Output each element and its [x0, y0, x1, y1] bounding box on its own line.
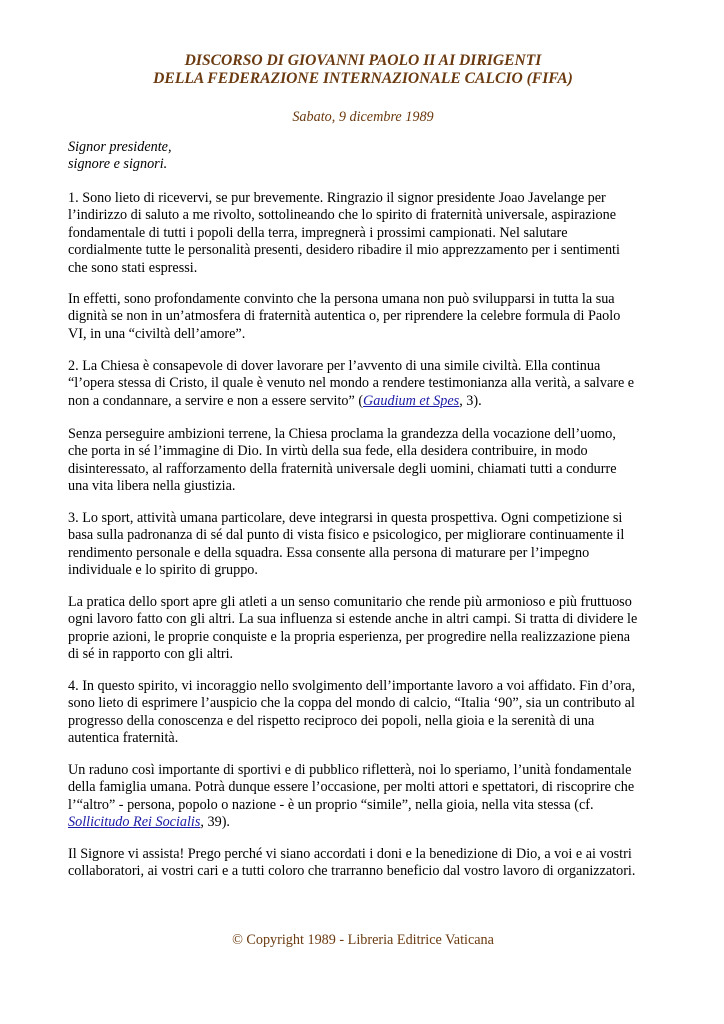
paragraph-line: progresso della conoscenza e del rispetto reciproco dei popoli, nella gioia e la serenità di una [68, 712, 595, 729]
paragraph-line: basa sulla padronanza di sé dal punto di vista fisico e psicologico, per migliorare continuamente il [68, 527, 625, 544]
paragraph-line: della famiglia umana. Potrà dunque essere l’occasione, per molti attori e spettatori, di riscoprire che [68, 779, 635, 796]
paragraph-5 [68, 510, 662, 580]
paragraph-7 [68, 678, 662, 748]
paragraph-line: l’indirizzo di saluto a me rivolto, sottolineando che lo spirito di fraternità universale, aspirazione [68, 207, 617, 224]
paragraph-line: 2. La Chiesa è consapevole di dover lavorare per l’avvento di una simile civiltà. Ella continua [68, 358, 601, 374]
paragraph-line: autentica fraternità. [68, 730, 179, 747]
paragraph-line: di sé in rapporto con gli altri. [68, 646, 234, 663]
paragraph-text: , 3). [459, 392, 482, 409]
paragraph-line: collaboratori, ai vostri cari e a tutti coloro che trarranno beneficio dal vostro lavoro di organizzatori. [68, 863, 636, 880]
gaudium-et-spes-link[interactable]: Gaudium et Spes [363, 392, 460, 409]
document-title [68, 52, 658, 88]
sollicitudo-rei-socialis-link[interactable]: Sollicitudo Rei Socialis [68, 814, 201, 831]
paragraph-line: che sono stati espressi. [68, 259, 198, 276]
paragraph-line: una vita libera nella giustizia. [68, 478, 236, 495]
paragraph-line: fondamentale di tutti i popoli della terra, impregnerà i prossimi campionati. Nel salutare [68, 224, 568, 241]
paragraph-line: l’“altro” - persona, popolo o nazione - è un proprio “simile”, nella gioia, nella vita stessa (cf. [68, 796, 594, 813]
paragraph-4 [68, 426, 662, 496]
document-date: Sabato, 9 dicembre 1989 [292, 109, 434, 125]
paragraph-line: “l’opera stessa di Cristo, il quale è venuto nel mondo a rendere testimonianza alla verità, a salvare e [68, 375, 635, 392]
paragraph-line: sono lieto di esprimere l’auspicio che la coppa del mondo di calcio, “Italia ‘90”, sia un contributo al [68, 695, 635, 712]
paragraph-line: Senza perseguire ambizioni terrene, la Chiesa proclama la grandezza della vocazione dell’uomo, [68, 426, 616, 442]
paragraph-6 [68, 594, 662, 664]
paragraph-line: 1. Sono lieto di ricevervi, se pur brevemente. Ringrazio il signor presidente Joao Javelange per [68, 190, 606, 206]
paragraph-line: ogni lavoro fatto con gli altri. La sua influenza si estende anche in altri campi. Si tratta di dividere le [68, 611, 638, 628]
salutation-line-2: signore e signori. [68, 156, 168, 173]
paragraph-line: VI, in una “civiltà dell’amore”. [68, 325, 246, 342]
title-line-2: DELLA FEDERAZIONE INTERNAZIONALE CALCIO (FIFA) [153, 70, 573, 87]
salutation [68, 139, 172, 174]
paragraph-line: che porta in sé l’immagine di Dio. In virtù della sua fede, ella desidera contribuire, in modo [68, 443, 588, 460]
paragraph-line [68, 393, 662, 410]
paragraph-3 [68, 358, 662, 410]
paragraph-1 [68, 190, 662, 277]
paragraph-text: , 39). [200, 814, 230, 831]
paragraph-line: In effetti, sono profondamente convinto che la persona umana non può svilupparsi in tutta la sua [68, 291, 615, 307]
title-line-1: DISCORSO DI GIOVANNI PAOLO II AI DIRIGENTI [184, 52, 542, 69]
paragraph-line: dignità se non in un’atmosfera di fraternità autentica o, per riprendere la celebre formula di Paolo [68, 308, 621, 325]
paragraph-line: rendimento personale e della squadra. Essa consente alla persona di maturare per l’impegno [68, 544, 590, 561]
copyright-footer: © Copyright 1989 - Libreria Editrice Vaticana [232, 932, 494, 948]
paragraph-line: 4. In questo spirito, vi incoraggio nello svolgimento dell’importante lavoro a voi affidato. Fin d’ora, [68, 678, 636, 694]
paragraph-line: Un raduno così importante di sportivi e di pubblico rifletterà, noi lo speriamo, l’unità fondamentale [68, 762, 632, 778]
paragraph-line: La pratica dello sport apre gli atleti a un senso comunitario che rende più armonioso e più fruttuoso [68, 594, 632, 610]
paragraph-2 [68, 291, 662, 343]
paragraph-line: proprie azioni, le proprie conquiste e la propria esperienza, per progredire nella realizzazione piena [68, 628, 631, 645]
paragraph-line: disinteressato, al rafforzamento della fraternità universale degli uomini, chiamati tutti a condurre [68, 460, 617, 477]
salutation-line-1: Signor presidente, [68, 139, 172, 155]
paragraph-line [68, 814, 662, 831]
paragraph-line: individuale e lo spirito di gruppo. [68, 562, 258, 579]
paragraph-9 [68, 846, 662, 881]
paragraph-line: Il Signore vi assista! Prego perché vi siano accordati i doni e la benedizione di Dio, a voi e ai vostri [68, 846, 632, 862]
paragraph-line: cordialmente tutte le personalità presenti, desidero ribadire il mio apprezzamento per i sentimenti [68, 242, 620, 259]
paragraph-text: non a condannare, a servire e non a essere servito” ( [68, 392, 364, 409]
paragraph-line: 3. Lo sport, attività umana particolare, deve integrarsi in questa prospettiva. Ogni competizione si [68, 510, 623, 526]
paragraph-8 [68, 762, 662, 832]
